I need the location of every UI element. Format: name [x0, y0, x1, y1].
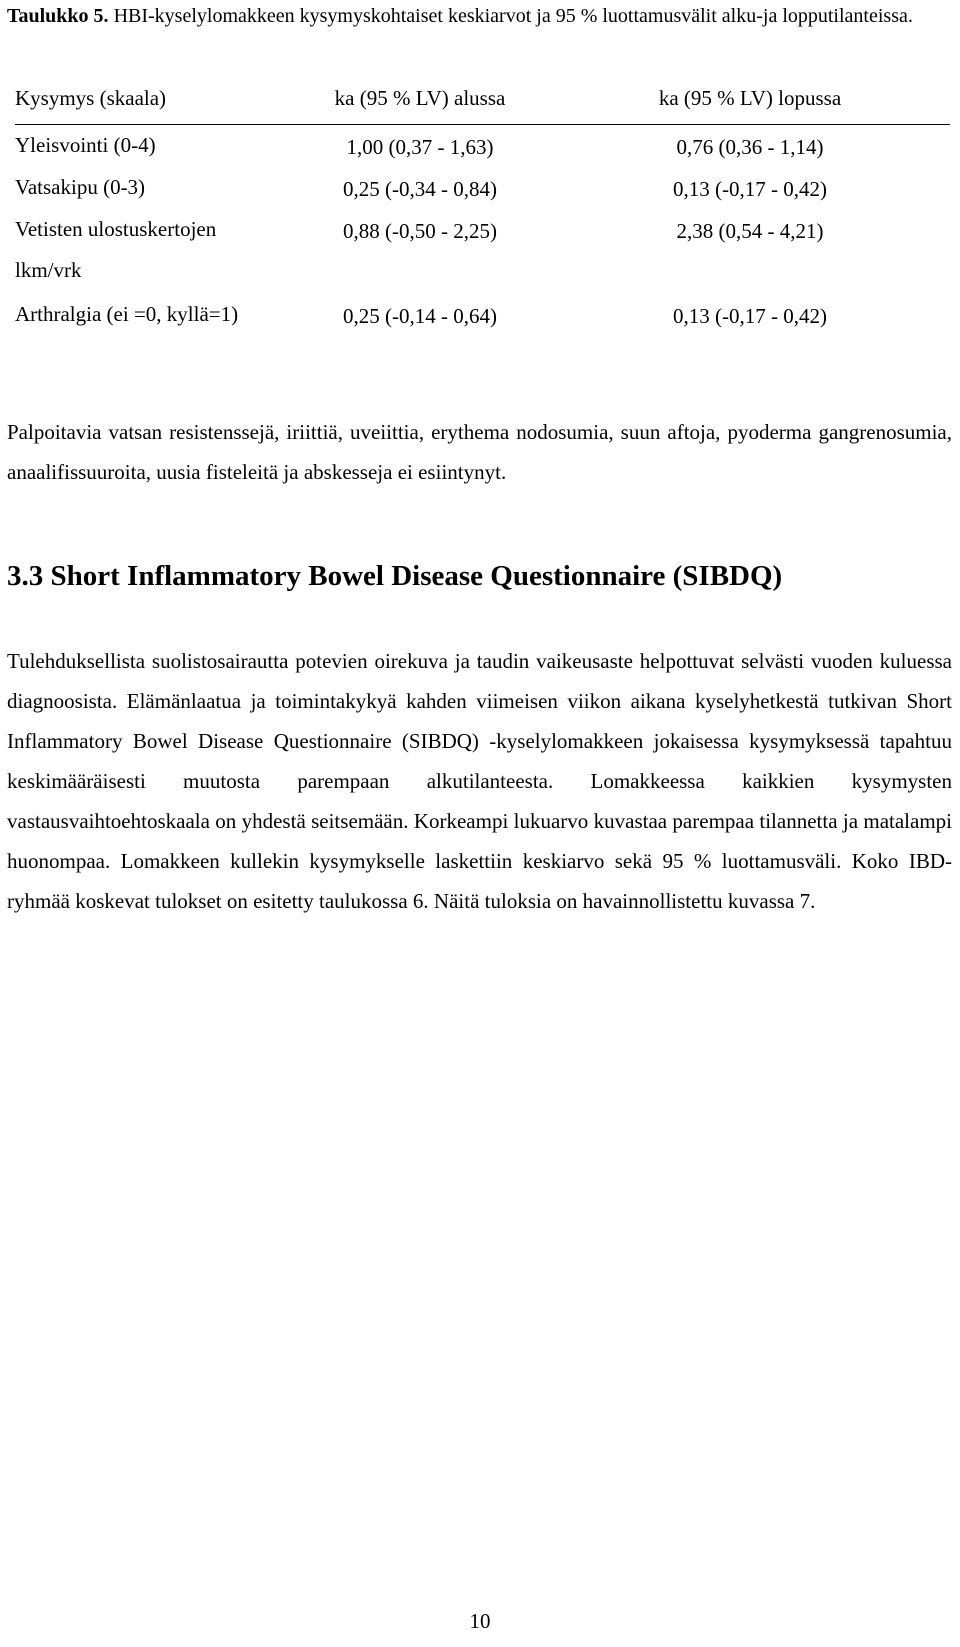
table-row — [15, 294, 950, 336]
table-cell-question: Yleisvointi (0-4) — [15, 133, 156, 157]
table-cell-start: 0,25 (-0,34 - 0,84) — [343, 177, 497, 201]
hbi-table — [15, 80, 950, 336]
table-cell-end: 0,76 (0,36 - 1,14) — [676, 135, 824, 159]
table-cell-start: 0,88 (-0,50 - 2,25) — [343, 219, 497, 243]
column-header-end: ka (95 % LV) lopussa — [658, 86, 842, 110]
page-number: 10 — [469, 1609, 491, 1633]
table-caption-label: Taulukko 5. — [7, 5, 109, 27]
table-cell-end: 2,38 (0,54 - 4,21) — [676, 219, 824, 243]
table-caption — [7, 4, 947, 28]
table-cell-start: 0,25 (-0,14 - 0,64) — [343, 304, 497, 328]
table-cell-question: Arthralgia (ei =0, kyllä=1) — [15, 302, 239, 326]
paragraph-findings: Palpoitavia vatsan resistenssejä, iriittiä, uveiittia, erythema nodosumia, suun aftoja, pyoderma gangrenosumia, anaalifissuuroita, uusia fisteleitä ja abskesseja ei esiintynyt. — [7, 420, 952, 484]
table-row — [15, 125, 950, 167]
table-row — [15, 209, 950, 294]
table-caption-text: HBI-kyselylomakkeen kysymyskohtaiset keskiarvot ja 95 % luottamusvälit alku-ja lopputilanteissa. — [108, 5, 913, 27]
table-cell-question: Vetisten ulostuskertojen lkm/vrk — [15, 217, 217, 282]
table-cell-question: Vatsakipu (0-3) — [15, 175, 146, 199]
column-header-start: ka (95 % LV) alussa — [334, 86, 506, 110]
table-cell-start: 1,00 (0,37 - 1,63) — [346, 135, 494, 159]
paragraph-sibdq: Tulehduksellista suolistosairautta potevien oirekuva ja taudin vaikeusaste helpottuvat selvästi vuoden kuluessa diagnoosista. Elämänlaatua ja toimintakykyä kahden viimeisen viikon aikana kyselyhetkestä tutkivan Short Inflammatory Bowel Disease Questionnaire (SIBDQ) -kyselylomakkeen jokaisessa kysymyksessä tapahtuu keskimääräisesti muutosta parempaan alkutilanteesta. Lomakkeessa kaikkien kysymysten vastausvaihtoehtoskaala on yhdestä seitsemään. Korkeampi lukuarvo kuvastaa parempaa tilannetta ja matalampi huonompaa. Lomakkeen kullekin kysymykselle laskettiin keskiarvo sekä 95 % luottamusväli. Koko IBD-ryhmää koskevat tulokset on esitetty taulukossa 6. Näitä tuloksia on havainnollistettu kuvassa 7. — [7, 649, 952, 913]
table-row — [15, 167, 950, 209]
section-heading: 3.3 Short Inflammatory Bowel Disease Questionnaire (SIBDQ) — [7, 560, 783, 592]
table-cell-end: 0,13 (-0,17 - 0,42) — [673, 304, 827, 328]
column-header-question: Kysymys (skaala) — [15, 86, 167, 110]
table-cell-end: 0,13 (-0,17 - 0,42) — [673, 177, 827, 201]
table-header-row — [15, 80, 950, 125]
